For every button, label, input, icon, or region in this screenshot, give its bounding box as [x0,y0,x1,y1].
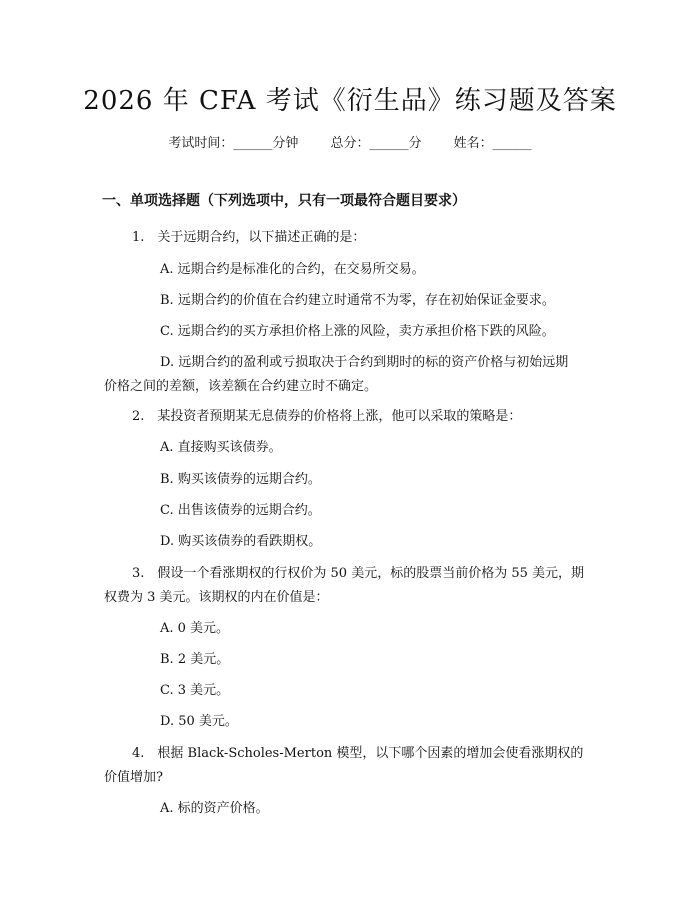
question-2-stem: 2. 某投资者预期某无息债券的价格将上涨，他可以采取的策略是： [132,409,522,424]
question-4-stem-cont: 价值增加? [104,770,163,785]
student-name: 姓名：______ [453,136,532,151]
page-title: 2026 年 CFA 考试《衍生品》练习题及答案 [83,86,617,116]
question-2-option-b: B. 购买该债券的远期合约。 [160,472,321,487]
question-2-option-a: A. 直接购买该债券。 [160,440,282,455]
exam-time: 考试时间：______分钟 [168,136,299,151]
question-4-option-a: A. 标的资产价格。 [160,801,269,816]
question-1-option-b: B. 远期合约的价值在合约建立时通常不为零，存在初始保证金要求。 [160,293,555,308]
question-3-stem: 3. 假设一个看涨期权的行权价为 50 美元，标的股票当前价格为 55 美元，期 [132,566,585,581]
question-2-option-c: C. 出售该债券的远期合约。 [160,503,321,518]
question-3-option-a: A. 0 美元。 [160,621,230,636]
question-1-option-d-cont: 价格之间的差额，该差额在合约建立时不确定。 [104,379,378,394]
question-1-option-d: D. 远期合约的盈利或亏损取决于合约到期时的标的资产价格与初始远期 [160,355,569,370]
question-3-option-d: D. 50 美元。 [160,714,238,729]
question-4-stem: 4. 根据 Black-Scholes-Merton 模型，以下哪个因素的增加会使看涨期权的 [132,746,584,761]
section-heading: 一、单项选择题（下列选项中，只有一项最符合题目要求） [102,193,466,209]
question-1-option-a: A. 远期合约是标准化的合约，在交易所交易。 [160,262,425,277]
exam-meta [0,132,700,151]
question-2-option-d: D. 购买该债券的看跌期权。 [160,534,322,549]
question-3-option-c: C. 3 美元。 [160,683,230,698]
question-3-stem-cont: 权费为 3 美元。该期权的内在价值是： [104,590,329,605]
question-1-option-c: C. 远期合约的买方承担价格上涨的风险，卖方承担价格下跌的风险。 [160,324,555,339]
question-3-option-b: B. 2 美元。 [160,652,230,667]
total-score: 总分：______分 [330,136,422,151]
question-1-stem: 1. 关于远期合约，以下描述正确的是： [132,230,366,245]
